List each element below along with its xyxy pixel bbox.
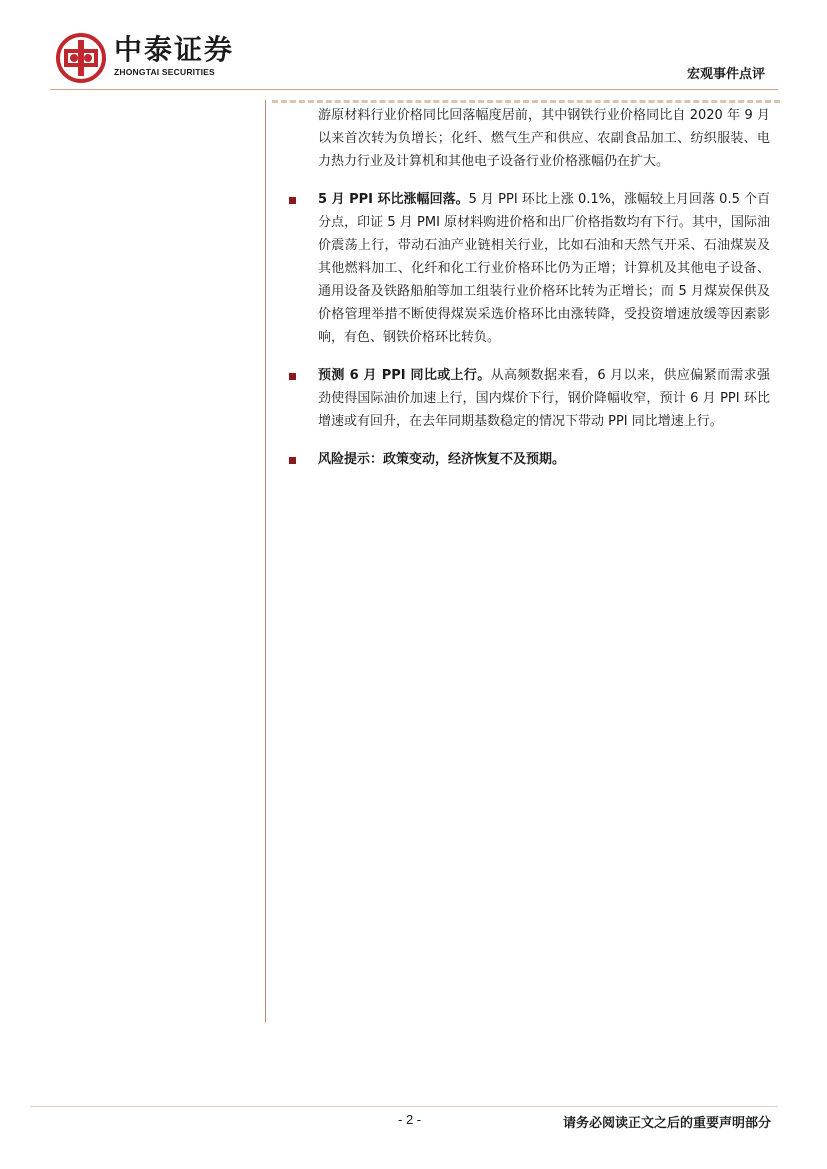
bullet-paragraph [318, 188, 770, 349]
bullet-item [318, 448, 770, 471]
bullet-square-icon [289, 373, 296, 380]
continuation-text: 游原材料行业价格同比回落幅度居前，其中钢铁行业价格同比自 2020 年 9 月以来首次转为负增长；化纤、燃气生产和供应、农副食品加工、纺织服装、电力热力行业及计算机和其他电子设备行业价格涨幅仍在扩大。 [318, 108, 770, 169]
bullet-title: 预测 6 月 PPI 同比或上行。 [318, 368, 491, 383]
footer-disclaimer: 请务必阅读正文之后的重要声明部分 [562, 1116, 771, 1131]
bullet-text: 5 月 PPI 环比上涨 0.1%，涨幅较上月回落 0.5 个百分点，印证 5 月 PMI 原材料购进价格和出厂价格指数均有下行。其中，国际油价震荡上行，带动石油产业链相关行业，比如石油和天然气开采、石油煤炭及其他燃料加工、化纤和化工行业价格环比仍为正增；计算机及其他电子设备、通用设备及铁路船舶等加工组装行业价格环比转为正增长；而 5 月煤炭保供及价格管理举措不断使得煤炭采选价格环比由涨转降，受投资增速放缓等因素影响，有色、钢铁价格环比转负。 [318, 192, 770, 345]
bullet-item [318, 188, 770, 349]
report-type-label: 宏观事件点评 [686, 67, 765, 82]
bullet-title: 5 月 PPI 环比涨幅回落。 [318, 192, 469, 207]
bullet-paragraph [318, 448, 770, 471]
bullet-title: 风险提示：政策变动，经济恢复不及预期。 [318, 452, 566, 467]
report-body [318, 104, 770, 486]
bullet-text: 从高频数据来看，6 月以来，供应偏紧而需求强劲使得国际油价加速上行，国内煤价下行，钢价降幅收窄，预计 6 月 PPI 环比增速或有回升，在去年同期基数稳定的情况下带动 PPI 同比增速上行。 [318, 368, 770, 429]
bullet-item [318, 364, 770, 433]
continuation-paragraph [318, 104, 770, 173]
page-number: - 2 - [398, 1112, 422, 1127]
bullet-square-icon [289, 457, 296, 464]
header-divider [50, 89, 778, 90]
content-top-dashed-rule [272, 100, 780, 103]
bullet-paragraph [318, 364, 770, 433]
footer-divider [30, 1106, 778, 1107]
bullet-square-icon [289, 197, 296, 204]
company-logo [56, 31, 256, 87]
logo-english-name: ZHONGTAI SECURITIES [114, 67, 215, 77]
content-left-rule [265, 100, 266, 1022]
logo-chinese-name: 中泰证券 [114, 33, 235, 66]
zhongtai-logo-icon [56, 33, 106, 83]
